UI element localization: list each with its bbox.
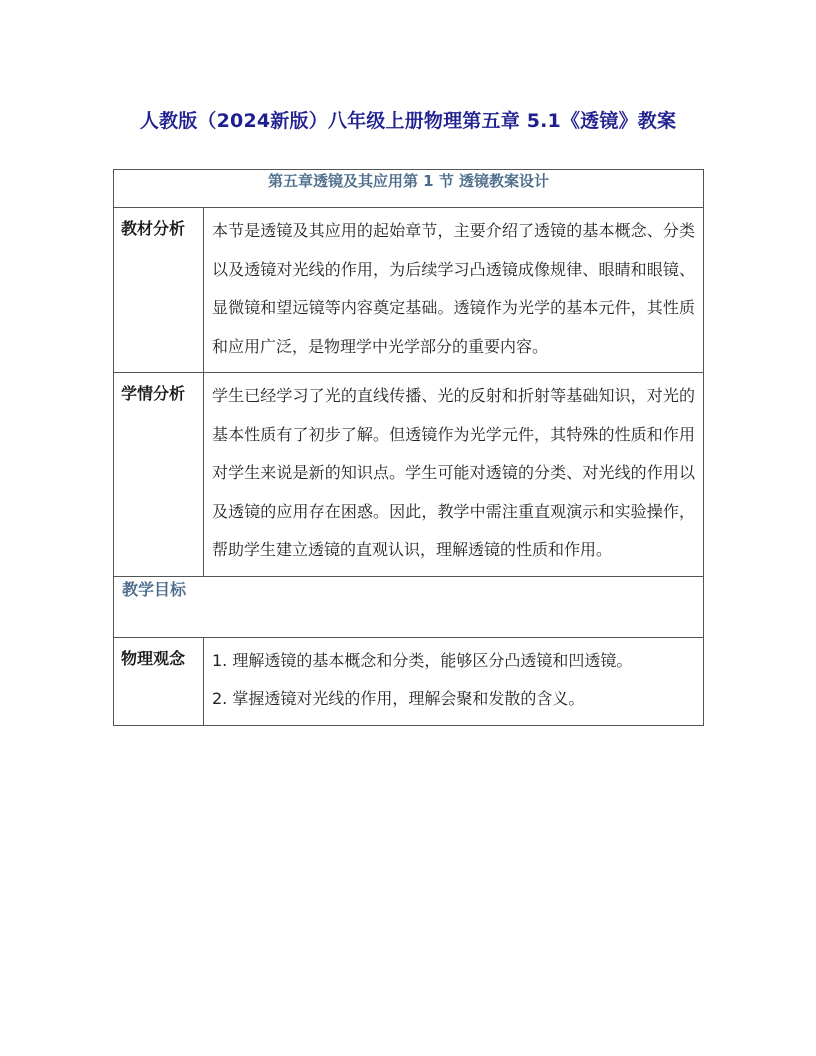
row-label-student-analysis: 学情分析 <box>114 373 204 577</box>
row-label-physics-concept: 物理观念 <box>114 637 204 725</box>
section-row-teaching-goals <box>114 576 704 637</box>
row-content-student-analysis: 学生已经学习了光的直线传播、光的反射和折射等基础知识，对光的基本性质有了初步了解。但透镜作为光学元件，其特殊的性质和作用对学生来说是新的知识点。学生可能对透镜的分类、对光线的作用以及透镜的应用存在困惑。因此，教学中需注重直观演示和实验操作，帮助学生建立透镜的直观认识，理解透镜的性质和作用。 <box>204 373 704 577</box>
section-title-teaching-goals: 教学目标 <box>114 576 704 637</box>
objective-item-1: 1. 理解透镜的基本概念和分类，能够区分凸透镜和凹透镜。 <box>212 650 633 670</box>
table-header: 第五章透镜及其应用第 1 节 透镜教案设计 <box>114 170 704 208</box>
objective-item-2: 2. 掌握透镜对光线的作用，理解会聚和发散的含义。 <box>212 689 585 708</box>
table-row-student-analysis <box>114 373 704 577</box>
lesson-plan-table <box>113 169 704 726</box>
table-header-row <box>114 170 704 208</box>
row-label-material-analysis: 教材分析 <box>114 208 204 373</box>
row-content-material-analysis: 本节是透镜及其应用的起始章节，主要介绍了透镜的基本概念、分类以及透镜对光线的作用，为后续学习凸透镜成像规律、眼睛和眼镜、显微镜和望远镜等内容奠定基础。透镜作为光学的基本元件，其性质和应用广泛，是物理学中光学部分的重要内容。 <box>204 208 704 373</box>
row-content-physics-concept <box>204 637 704 725</box>
table-row-material-analysis <box>114 208 704 373</box>
document-title: 人教版（2024新版）八年级上册物理第五章 5.1《透镜》教案 <box>139 110 677 132</box>
table-row-physics-concept <box>114 637 704 725</box>
